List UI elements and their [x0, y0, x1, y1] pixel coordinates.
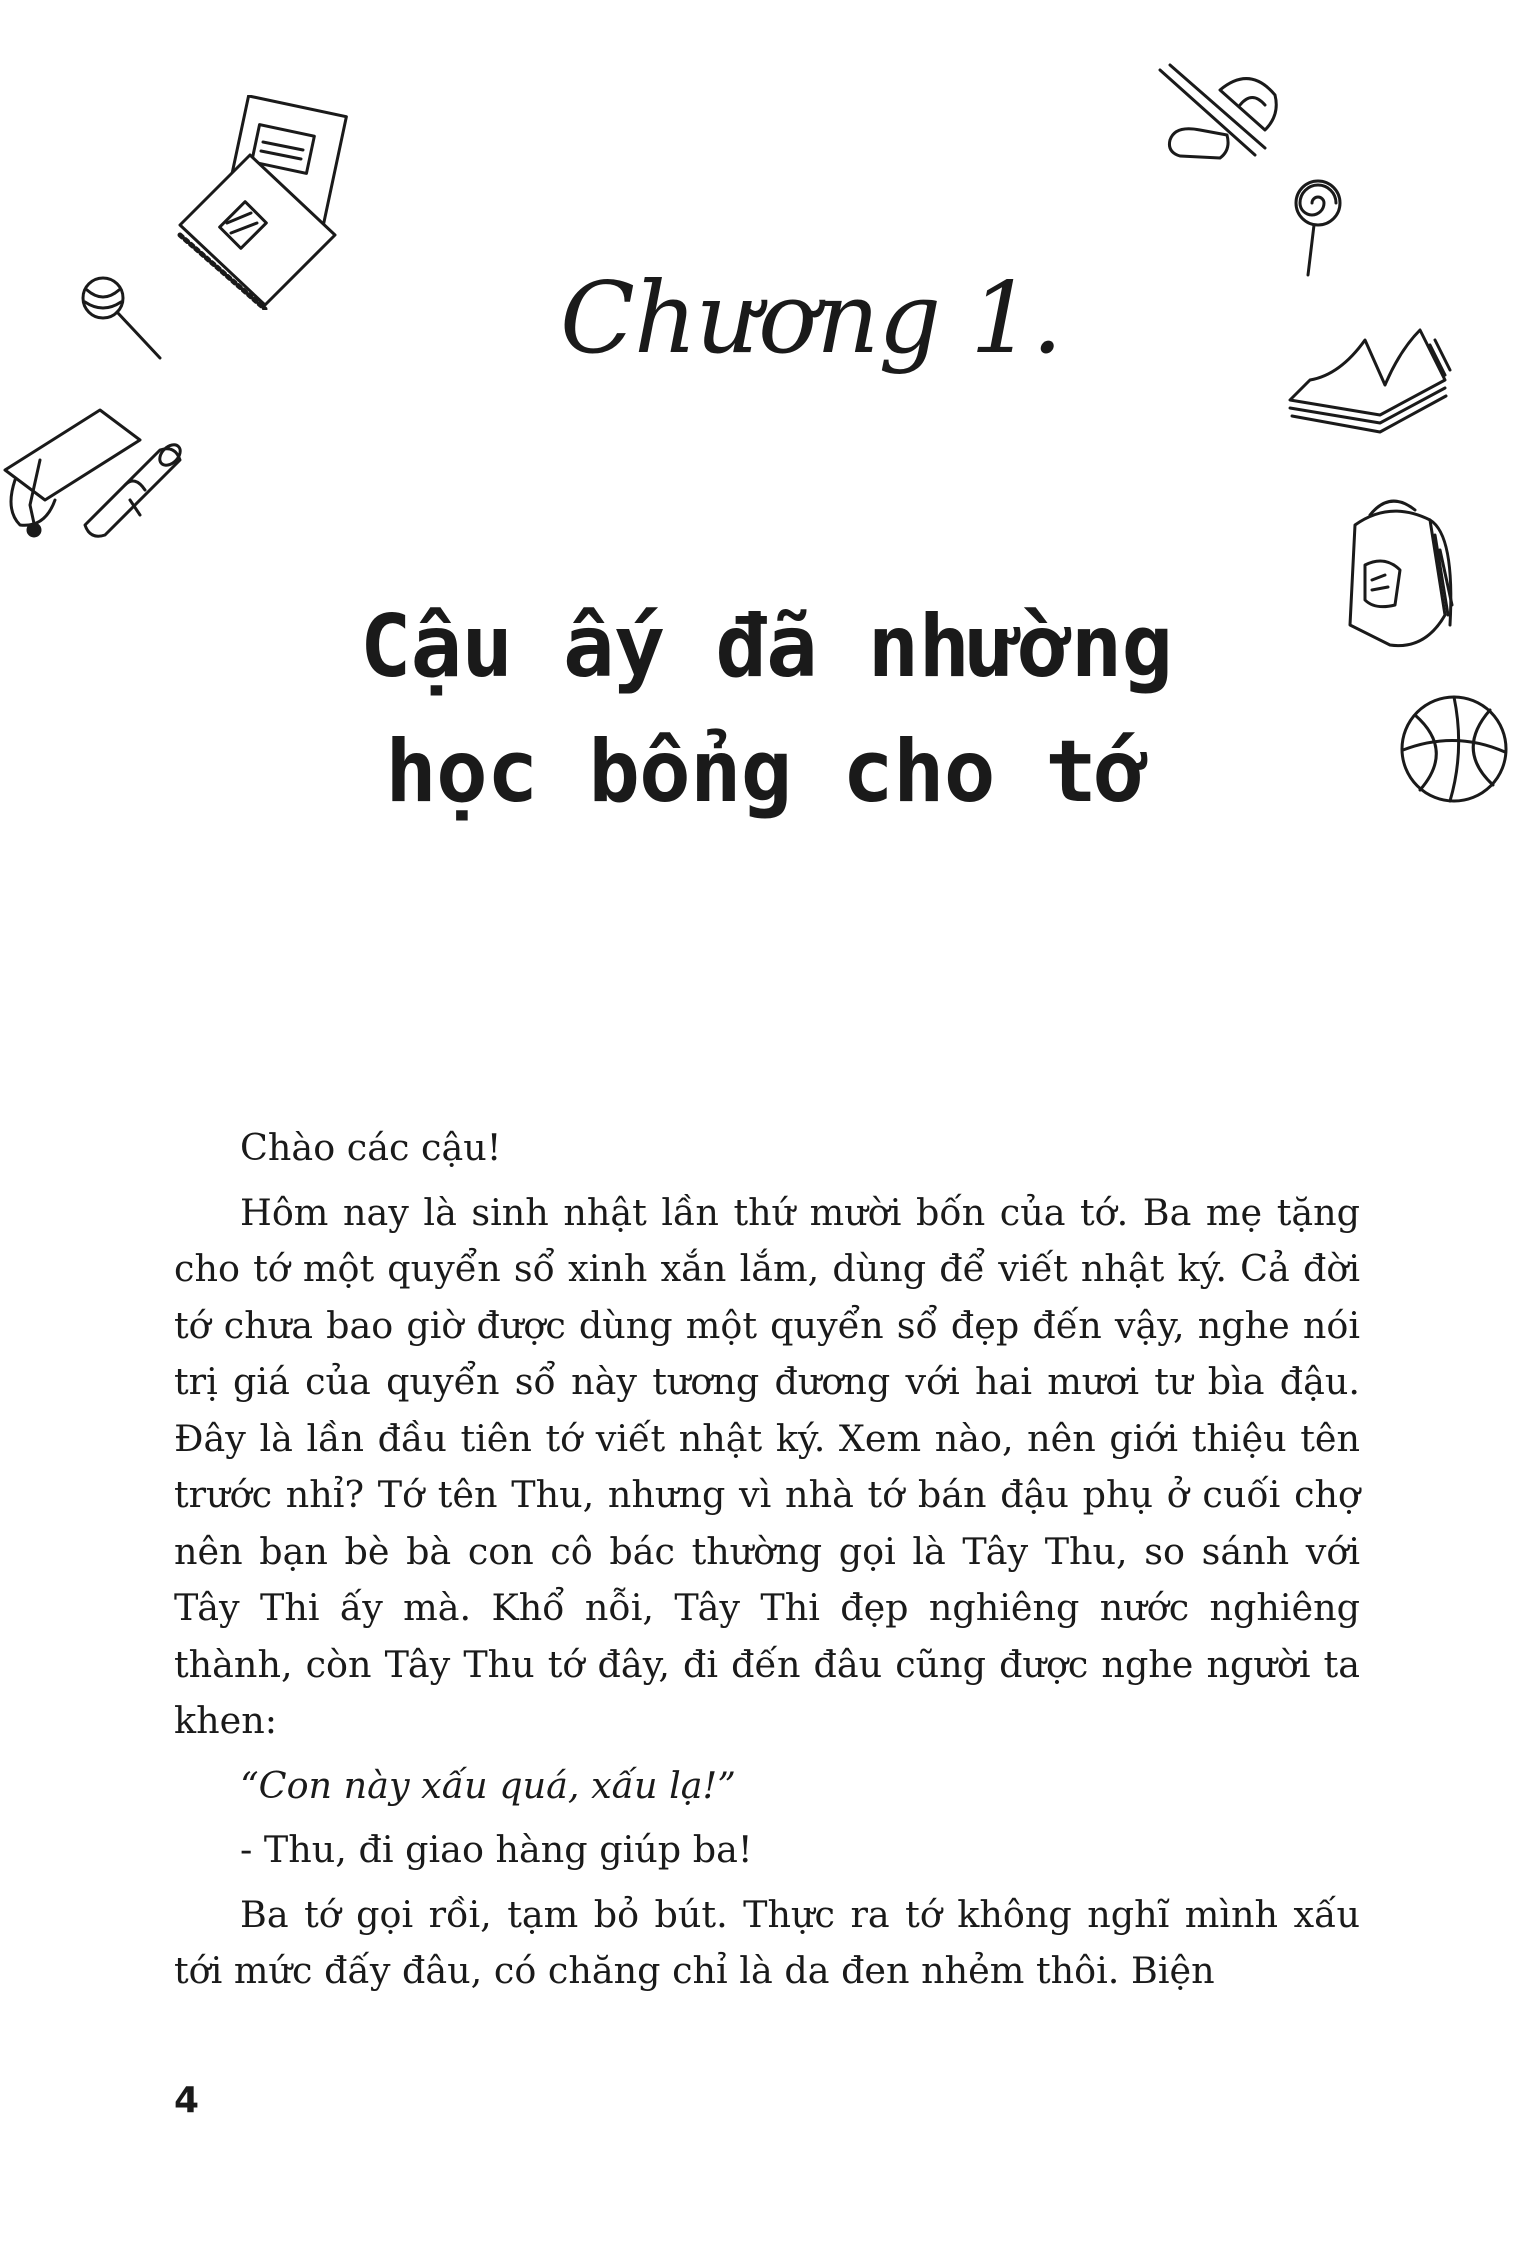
open-book-icon: [1280, 320, 1455, 445]
notebook-icon: [165, 95, 355, 310]
paragraph: Chào các cậu!: [240, 1126, 502, 1169]
basketball-icon: [1395, 690, 1513, 808]
chapter-label: Chương 1.: [560, 262, 1062, 376]
paragraph: - Thu, đi giao hàng giúp ba!: [240, 1828, 753, 1871]
paragraph: Hôm nay là sinh nhật lần thứ mười bốn của tớ. Ba mẹ tặng cho tớ một quyển sổ xinh xắn lắm, dùng để viết nhật ký. Cả đời tớ chưa bao giờ được dùng một quyển sổ đẹp đến vậy, nghe nói trị giá của quyển sổ này tương đương với hai mươi tư bìa đậu. Đây là lần đầu tiên tớ viết nhật ký. Xem nào, nên giới thiệu tên trước nhỉ? Tớ tên Thu, nhưng vì nhà tớ bán đậu phụ ở cuối chợ nên bạn bè bà con cô bác thường gọi là Tây Thu, so sánh với Tây Thi ấy mà. Khổ nỗi, Tây Thi đẹp nghiêng nước nghiêng thành, còn Tây Thu tớ đây, đi đến đâu cũng được nghe người ta khen:: [174, 1190, 1360, 1742]
lollipop-icon: [1280, 175, 1350, 285]
chapter-title: [160, 585, 1372, 834]
chapter-title-line-1: Cậu ấy đã nhường: [359, 597, 1173, 697]
paragraph: Ba tớ gọi rồi, tạm bỏ bút. Thực ra tớ không nghĩ mình xấu tới mức đấy đâu, có chăng chỉ là da đen nhẻm thôi. Biện: [174, 1892, 1360, 1992]
body-text: [174, 1120, 1360, 2008]
quote-paragraph: “Con này xấu quá, xấu lạ!”: [240, 1763, 736, 1807]
page-number: 4: [174, 2080, 200, 2121]
lollipop-icon: [75, 270, 170, 370]
chapter-title-line-2: học bổng cho tớ: [385, 721, 1147, 822]
diploma-scroll-icon: [75, 430, 195, 550]
eraser-icon: [1165, 120, 1235, 165]
